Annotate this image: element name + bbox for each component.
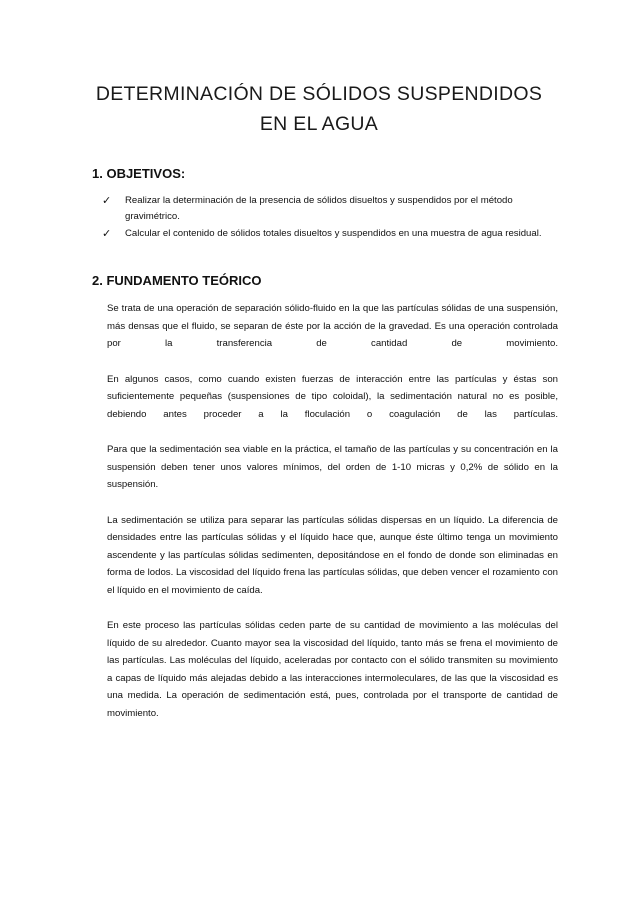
objectives-list: [102, 193, 558, 242]
section-heading-fundamento: 2. FUNDAMENTO TEÓRICO: [92, 273, 262, 288]
page-title: [60, 79, 578, 139]
section-heading-objetivos: 1. OBJETIVOS:: [92, 166, 186, 181]
list-item: [102, 226, 558, 242]
title-line-2: EN EL AGUA: [259, 113, 379, 135]
paragraph: En algunos casos, como cuando existen fuerzas de interacción entre las partículas y éstas son suficientemente pequeñas (suspensiones de tipo coloidal), la sedimentación natural no es posible, debiendo antes proceder a la floculación o coagulación de las partículas.: [107, 373, 558, 420]
objective-text: Calcular el contenido de sólidos totales disueltos y suspendidos en una muestra de agua residual.: [125, 228, 542, 239]
objective-text: Realizar la determinación de la presencia de sólidos disueltos y suspendidos por el método gravimétrico.: [125, 195, 513, 222]
section-body: [107, 300, 558, 740]
paragraph: La sedimentación se utiliza para separar las partículas sólidas dispersas en un líquido. La diferencia de densidades entre las partículas sólidas y el líquido hace que, aunque éste último tenga un movimiento ascendente y las partículas sólidas sedimenten, depositándose en el fondo de donde son eliminadas en forma de lodos. La viscosidad del líquido frena las partículas sólidas, que deben vencer el rozamiento con el líquido en el movimiento de caída.: [107, 514, 558, 596]
checkmark-icon: ✓: [102, 228, 112, 240]
paragraph: En este proceso las partículas sólidas ceden parte de su cantidad de movimiento a las moléculas del líquido de su alrededor. Cuanto mayor sea la viscosidad del líquido, tanto más se frena el movimiento de las partículas. Las moléculas del líquido, aceleradas por contacto con el sólido transmiten su movimiento a capas de líquido más alejadas debido a las interacciones intermoleculares, de las que la viscosidad es una medida. La operación de sedimentación está, pues, controlada por el transporte de cantidad de movimiento.: [107, 620, 558, 719]
paragraph: Se trata de una operación de separación sólido-fluido en la que las partículas sólidas de una suspensión, más densas que el fluido, se separan de éste por la acción de la gravedad. Es una operación controlada por la transferencia de cantidad de movimiento.: [107, 303, 558, 349]
list-item: [102, 193, 558, 225]
checkmark-icon: ✓: [102, 195, 112, 207]
paragraph: Para que la sedimentación sea viable en la práctica, el tamaño de las partículas y su concentración en la suspensión deben tener unos valores mínimos, del orden de 1-10 micras y 0,2% de sólido en la suspensión.: [107, 444, 558, 490]
title-line-1: DETERMINACIÓN DE SÓLIDOS SUSPENDIDOS: [95, 83, 543, 105]
